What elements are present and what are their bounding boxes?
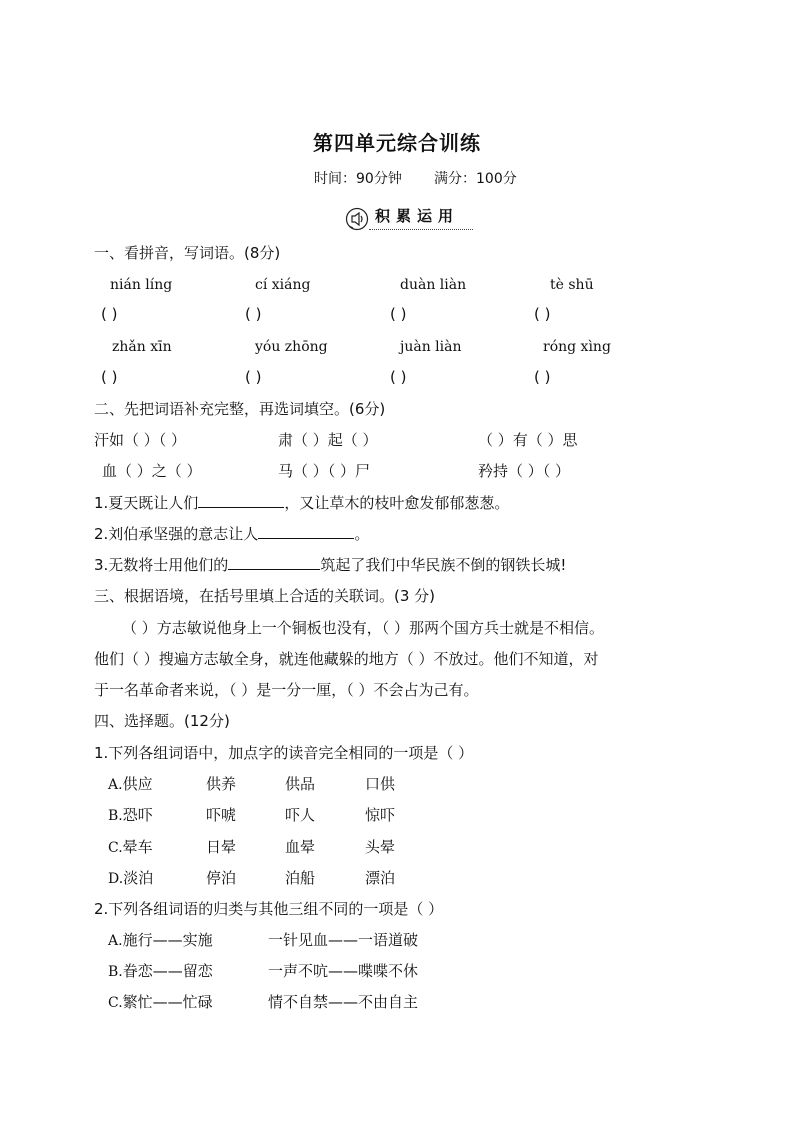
option-pair-1: 眷恋——留恋 [122,962,213,980]
idiom-3[interactable]: （ ）有（ ）思 [478,431,578,449]
option-word: 日晕 [206,838,237,856]
idiom-4[interactable]: 血（ ）之（ ） [102,462,202,480]
q4-1-stem: 1.下列各组词语中，加点字的读音完全相同的一项是（ ） [94,744,474,762]
q3-line-1[interactable]: （ ）方志敏说他身上一个铜板也没有，（ ）那两个国方兵士就是不相信。 [122,619,605,637]
pinyin-1: nián líng [110,277,173,293]
full-score: 满分：100分 [434,171,517,187]
option-word: 恐吓 [122,806,153,824]
option-pair-1: 施行——实施 [122,931,213,949]
option-a[interactable] [108,777,153,792]
idiom-2[interactable]: 肃（ ）起（ ） [278,431,378,449]
sentence-1-end: ，又让草木的枝叶愈发郁郁葱葱。 [284,494,510,512]
sentence-3 [94,558,566,573]
option-letter: A. [108,933,123,949]
option-a[interactable] [108,933,213,948]
option-pair-2: 一针见血——一语道破 [268,931,419,949]
option-word: 漂泊 [365,869,396,887]
q1-heading: 一、看拼音，写词语。(8分) [94,244,281,262]
option-pair-1: 繁忙——忙碌 [122,993,213,1011]
q3-line-3[interactable]: 于一名革命者来说，（ ）是一分一厘，（ ）不会占为己有。 [94,681,479,699]
sentence-3-start: 3.无数将士用他们的 [94,556,229,574]
section-underline [369,229,473,230]
sentence-3-end: 筑起了我们中华民族不倒的钢铁长城! [320,556,567,574]
option-c[interactable] [108,840,153,855]
pinyin-3: duàn liàn [400,277,467,293]
idiom-1[interactable]: 汗如（ ）（ ） [94,431,187,449]
option-b[interactable] [108,964,213,979]
pinyin-8: róng xìng [543,339,611,355]
answer-box-3[interactable]: ( ) [390,305,407,323]
option-letter: C. [108,995,123,1011]
sentence-1-start: 1.夏天既让人们 [94,494,199,512]
option-word: 吓人 [285,806,316,824]
pinyin-5: zhǎn xīn [112,339,172,355]
q2-heading: 二、先把词语补充完整，再选词填空。(6分) [94,400,386,418]
answer-box-6[interactable]: ( ) [245,368,262,386]
option-letter: D. [108,871,124,887]
sentence-1 [94,496,509,511]
option-letter: C. [108,840,123,856]
option-word: 惊吓 [365,806,396,824]
option-word: 血晕 [285,838,316,856]
sentence-2-end: 。 [354,525,370,543]
q3-heading: 三、根据语境，在括号里填上合适的关联词。(3 分) [94,587,436,605]
option-d[interactable] [108,871,153,886]
option-letter: A. [108,777,123,793]
option-word: 口供 [365,775,396,793]
option-word: 吓唬 [206,806,237,824]
option-c[interactable] [108,995,213,1010]
section-label: 积累运用 [375,207,460,225]
answer-box-7[interactable]: ( ) [390,368,407,386]
time-limit: 时间：90分钟 [314,171,402,187]
page-title: 第四单元综合训练 [313,131,481,155]
option-word: 供应 [122,775,153,793]
idiom-6[interactable]: 矜持（ ）（ ） [478,462,571,480]
pinyin-7: juàn liàn [400,339,462,355]
q4-2-stem: 2.下列各组词语的归类与其他三组不同的一项是（ ） [94,900,444,918]
blank-2[interactable] [258,537,354,539]
pinyin-6: yóu zhōng [255,339,328,355]
answer-box-8[interactable]: ( ) [534,368,551,386]
option-pair-2: 情不自禁——不由自主 [268,993,419,1011]
option-word: 供品 [285,775,316,793]
option-b[interactable] [108,808,153,823]
q3-line-2[interactable]: 他们（ ）搜遍方志敏全身，就连他藏躲的地方（ ）不放过。他们不知道，对 [94,650,599,668]
option-word: 泊船 [285,869,316,887]
sentence-2 [94,527,369,542]
blank-1[interactable] [198,506,284,508]
option-word: 晕车 [122,838,153,856]
option-word: 停泊 [206,869,237,887]
blank-3[interactable] [228,568,320,570]
answer-box-4[interactable]: ( ) [534,305,551,323]
option-word: 淡泊 [123,869,154,887]
option-word: 供养 [206,775,237,793]
sentence-2-start: 2.刘伯承坚强的意志让人 [94,525,259,543]
option-letter: B. [108,808,123,824]
pinyin-4: tè shū [550,277,594,293]
answer-box-2[interactable]: ( ) [245,305,262,323]
speaker-icon [345,207,369,231]
option-letter: B. [108,964,123,980]
option-word: 头晕 [365,838,396,856]
answer-box-1[interactable]: ( ) [101,305,118,323]
q4-heading: 四、选择题。(12分) [94,712,230,730]
answer-box-5[interactable]: ( ) [101,368,118,386]
idiom-5[interactable]: 马（ ）（ ）尸 [278,462,371,480]
pinyin-2: cí xiáng [255,277,311,293]
option-pair-2: 一声不吭——喋喋不休 [268,962,419,980]
